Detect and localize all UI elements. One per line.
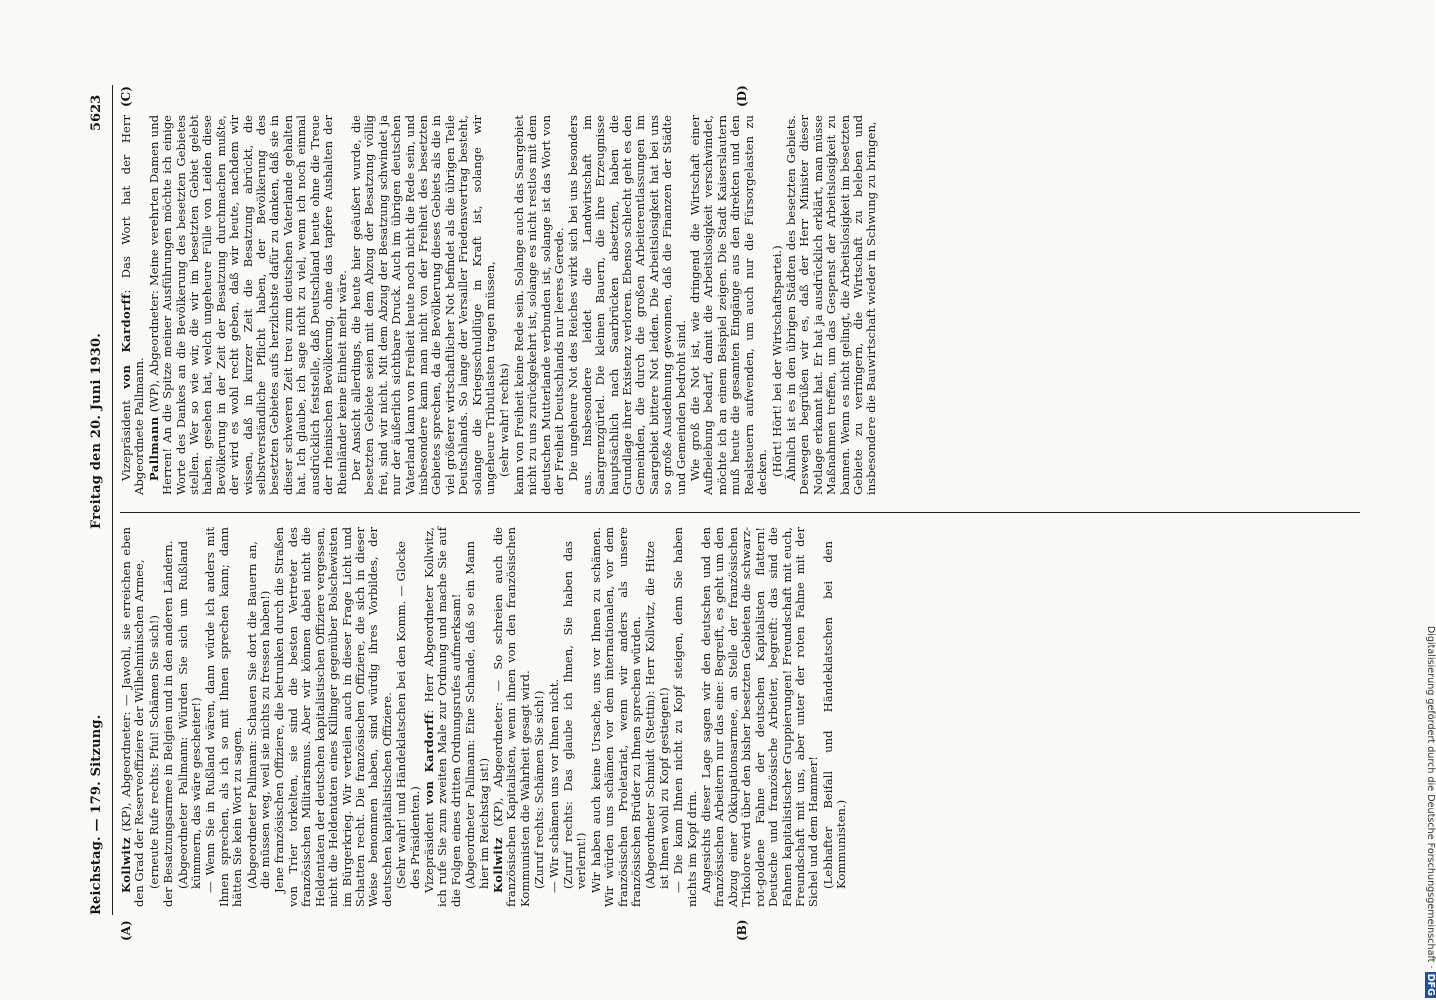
interjection: (Sehr wahr! und Händeklatschen bei den Komm. — Glocke des Präsidenten.) <box>394 541 422 889</box>
interjection: (sehr wahr! rechts) <box>497 363 512 477</box>
interjection: (Abgeordneter Schmidt (Stettin): Herr Kollwitz, die Hitze ist Ihnen wohl zu Kopf gestiegen!) <box>643 541 671 889</box>
paragraph: Ähnlich ist es in den übrigen Städten des besetzten Gebiets. Deswegen begrüßen wir es, daß der Herr Minister dieser Notlage erkannt hat. Er hat ja ausdrücklich erklärt, man müsse Maßnahmen treffen, um das Gespenst der Arbeitslosigkeit zu bannen. Wenn es nicht gelingt, die Arbeitslosigkeit im besetzten Gebiete zu verringern, die Wirtschaft zu beleben und insbesondere die Bauwirtschaft wieder in Schwung zu bringen, <box>783 115 879 495</box>
speaker-name: von Kardorff <box>421 713 436 805</box>
digitization-stamp <box>1418 8 1434 998</box>
speech-paragraph <box>120 115 147 495</box>
interjection: (erneute Rufe rechts: Pfui! Schämen Sie sich!) <box>146 615 161 889</box>
dfg-logo-text: DFG <box>1425 973 1436 996</box>
interjection: (Lebhafter Beifall und Händeklatschen bei den Kommunisten.) <box>820 541 849 889</box>
running-header-date: Freitag den 20. Juni 1930. <box>89 332 104 529</box>
interjection: (Zuruf rechts: Das glaube ich Ihnen, Sie haben das verlernt!) <box>561 541 589 889</box>
margin-marker-b: (B) <box>735 919 749 941</box>
speaker-title: Vizepräsident <box>119 388 133 481</box>
speaker-name: Kollwitz <box>119 837 133 893</box>
speech-text: (KP), Abgeordneter: — Jawohl, sie erreichen eben den Grad der Reserveoffiziere der Wilhelminischen Armee, <box>119 527 147 907</box>
paragraph: Wie groß die Not ist, wie dringend die Wirtschaft einer Aufbelebung bedarf, damit die Arbeitslosigkeit verschwindet, möchte ich an einem Beispiel zeigen. Die Stadt Kaiserslautern muß heute die gesamten Eingänge aus den direkten und den Realsteuern aufwenden, um auch nur die Fürsorgelasten zu decken. <box>688 115 770 495</box>
paragraph: — Die kann Ihnen nicht zu Kopf steigen, denn Sie haben nichts im Kopf drin. <box>671 527 699 907</box>
interjection: (Hört! Hört! bei der Wirtschaftspartei.) <box>769 245 784 477</box>
speech-text: : Herr Abgeordneter Kollwitz, ich rufe Sie zum zweiten Male zur Ordnung und mache Sie auf die Folgen eines dritten Ordnungsrufes aufmerksam! <box>421 527 463 907</box>
paragraph: Die ungeheure Not des Reiches wirkt sich bei uns besonders aus. Insbesondere leidet die Landwirtschaft im Saargrenzgürtel. Die kleinen Bauern, die ihre Erzeugnisse hauptsächlich nach Saarbrücken absetzten, haben die Grundlage ihrer Existenz verloren. Ebenso schlecht geht es den Gemeinden, die durch die großen Arbeiterentlassungen im Saargebiet bittere Not leiden. Die Arbeitslosigkeit hat bei uns so große Ausdehnung gewonnen, daß die Finanzen der Städte und Gemeinden bedroht sind. <box>566 115 688 495</box>
right-text-column <box>120 115 880 495</box>
header-rule <box>112 85 113 915</box>
speech-paragraph <box>492 527 532 907</box>
margin-marker-d: (D) <box>735 85 749 107</box>
paragraph: Wir haben auch keine Ursache, uns vor Ihnen zu schämen. Wir würden uns schämen vor dem internationalen, vor dem französischen Proletariat, wenn wir anders als unsere französischen Brüder zu Ihnen sprechen würden. <box>588 527 644 907</box>
column-divider <box>120 512 1360 513</box>
margin-marker-c: (C) <box>119 86 133 107</box>
left-text-column <box>120 527 850 907</box>
speaker-name: Kollwitz <box>490 837 505 893</box>
running-header-left: Reichstag. — 179. Sitzung. <box>89 714 104 915</box>
speech-text: : Das Wort hat der Herr Abgeordnete Pallmann. <box>119 115 147 495</box>
speech-paragraph <box>423 527 463 907</box>
paragraph-continuation: kann von Freiheit keine Rede sein. Solange auch das Saargebiet nicht zu uns zurückgekehrt ist, solange es nicht restlos mit dem deutschen Mutterlande verbunden ist, solange ist das Wort von der Freiheit Deutschlands nur leeres Gerede. <box>511 115 566 495</box>
margin-marker-a: (A) <box>119 920 133 941</box>
interjection: (Abgeordneter Pallmann: Eine Schande, daß so ein Mann hier im Reichstag ist!) <box>463 541 491 889</box>
paragraph-continuation: der Besatzungsarmee in Belgien und in den anderen Ländern. <box>161 540 176 907</box>
digitization-credit <box>1422 8 1436 998</box>
paragraph: Angesichts dieser Lage sagen wir den deutschen und den französischen Arbeitern nur das eine: Begreift, es geht um den Abzug einer Okkupationsarmee, an Stelle der französischen Trikolore wird über den bisher besetzten Gebieten die schwarz-rot-goldene Fahne der deutschen Kapitalisten flattern! Deutsche und französische Arbeiter, begreift: das sind die Fahnen kapitalistischer Gruppierungen! Freundschaft mit euch, Freundschaft mit uns, aber unter der roten Fahne mit der Sichel und dem Hammer! <box>699 527 821 907</box>
interjection: (Zuruf rechts: Schämen Sie sich!) <box>532 690 547 889</box>
digitization-note: Digitalisierung gefördert durch die Deutsche Forschungsgemeinschaft · <box>1425 625 1436 969</box>
paragraph: — Wir schämen uns vor Ihnen nicht. <box>546 678 561 893</box>
speaker-name: Pallmann <box>146 416 161 481</box>
speaker-name: von Kardorff <box>119 293 133 389</box>
speech-text: (KP), Abgeordneter: — So schreien auch die französischen Kapitalisten, wenn ihnen von den französischen Kommunisten die Wahrheit gesagt wird. <box>490 527 532 907</box>
speaker-title: Vizepräsident <box>421 804 436 893</box>
speech-paragraph <box>120 527 147 907</box>
page-number: 5623 <box>89 94 104 131</box>
paragraph: Der Ansicht allerdings, die heute hier geäußert wurde, die besetzten Gebiete seien mit dem Abzug der Besatzung völlig frei, sind wir nicht. Mit dem Abzug der Besatzung schwindet ja nur der äußerlich sichtbare Druck. Auch im übrigen deutschen Vaterland kann von Freiheit heute noch nicht die Rede sein, und insbesondere kann man nicht von der Freiheit des besetzten Gebietes sprechen, da die Bevölkerung dieses Gebiets als die in viel größerer wirtschaftlicher Not befindet als die übrigen Teile Deutschlands. So lange der Versailler Friedensvertrag besteht, solange die Kriegsschuldlüge in Kraft ist, solange wir ungeheure Tributlasten tragen müssen, <box>348 115 497 495</box>
speech-paragraph <box>148 115 349 495</box>
rotated-document-page <box>86 85 1376 941</box>
interjection: (Abgeordneter Pallmann: Würden Sie sich um Rußland kümmern, das wäre gescheiter!) <box>175 541 204 889</box>
interjection: (Abgeordneter Pallmann: Schauen Sie dort die Bauern an, die müssen weg, weil sie nichts zu fressen haben!) <box>244 541 273 889</box>
paragraph: Jene französischen Offiziere, die betrunken durch die Straßen von Trier torkelten, sie sind die besten Vertreter des französischen Militarismus. Aber wir können dabei nicht die Heldentaten der deutschen kapitalistischen Offiziere vergessen, nicht die Heldentaten eines Killinger gegenüber Bolschewisten im Bürgerkrieg. Wir verteilen auch in dieser Frage Licht und Schatten recht. Die französischen Offiziere, die sich in dieser Weise benommen haben, sind würdig ihres Vorbildes, der deutschen kapitalistischen Offiziere. <box>272 527 394 907</box>
speech-text: (WP), Abgeordneter: Meine verehrten Damen und Herren! An die Spitze meiner Ausführungen möchte ich einige Worte des Dankes an die Bevölkerung des besetzten Gebietes stellen. Wer so wie wir, die wir im besetzten Gebiet gelebt haben, gesehen hat, welch ungeheure Fülle von Leiden diese Bevölkerung in der Zeit der Besatzung durchmachen mußte, der wird es wohl recht geben, daß wir heute, nachdem wir wissen, daß in kurzer Zeit die Besatzung abrückt, die selbstverständliche Pflicht haben, der Bevölkerung des besetzten Gebietes aufs herzlichste dafür zu danken, daß sie in dieser schweren Zeit treu zum deutschen Vaterlande gehalten hat. Ich glaube, ich sage nicht zu viel, wenn ich noch einmal ausdrücklich feststelle, daß Deutschland heute ohne die Treue der rheinischen Bevölkerung, ohne das tapfere Aushalten der Rheinländer keine Einheit mehr wäre. <box>146 115 349 495</box>
paragraph: — Wenn Sie in Rußland wären, dann würde ich anders mit Ihnen sprechen, als ich so mit Ihnen sprechen kann; dann hätten Sie kein Wort zu sagen. <box>203 527 245 907</box>
